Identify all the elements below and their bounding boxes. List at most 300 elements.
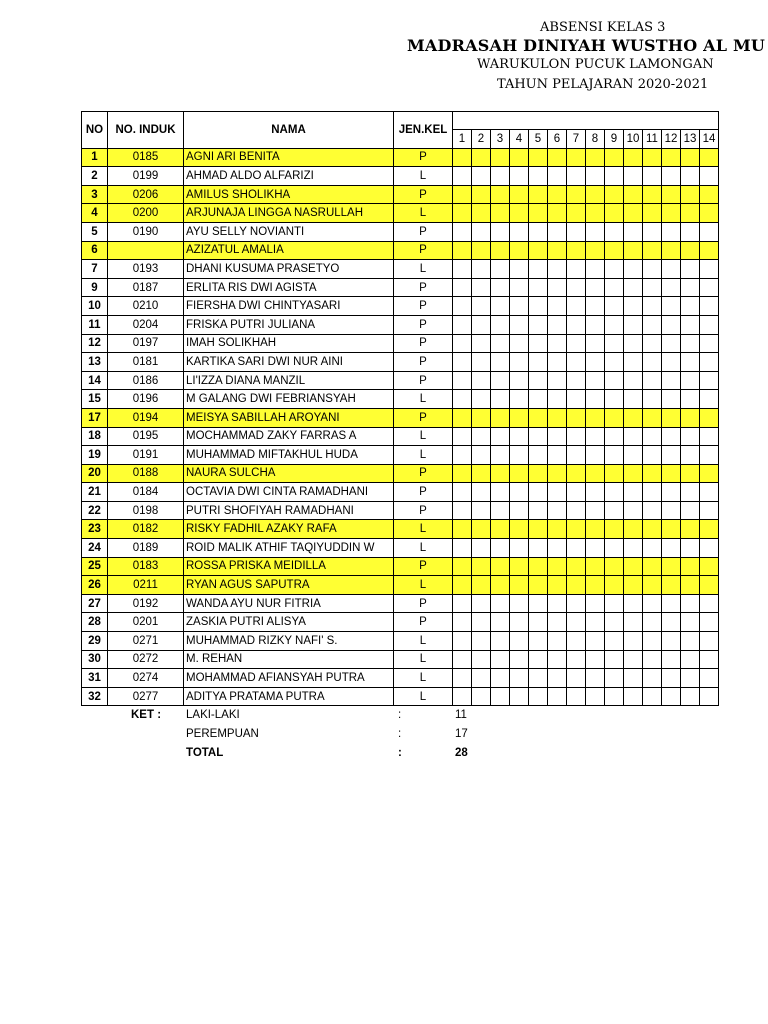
attendance-cell[interactable] bbox=[700, 464, 719, 483]
attendance-cell[interactable] bbox=[643, 446, 662, 465]
attendance-cell[interactable] bbox=[643, 167, 662, 186]
attendance-cell[interactable] bbox=[567, 520, 586, 539]
attendance-cell[interactable] bbox=[567, 297, 586, 316]
attendance-cell[interactable] bbox=[662, 687, 681, 706]
attendance-cell[interactable] bbox=[548, 576, 567, 595]
attendance-cell[interactable] bbox=[548, 650, 567, 669]
attendance-cell[interactable] bbox=[700, 278, 719, 297]
attendance-cell[interactable] bbox=[605, 148, 624, 167]
attendance-cell[interactable] bbox=[548, 594, 567, 613]
attendance-cell[interactable] bbox=[453, 241, 472, 260]
attendance-cell[interactable] bbox=[510, 408, 529, 427]
attendance-cell[interactable] bbox=[624, 222, 643, 241]
attendance-cell[interactable] bbox=[548, 669, 567, 688]
attendance-cell[interactable] bbox=[491, 278, 510, 297]
attendance-cell[interactable] bbox=[643, 353, 662, 372]
attendance-cell[interactable] bbox=[662, 632, 681, 651]
attendance-cell[interactable] bbox=[510, 148, 529, 167]
attendance-cell[interactable] bbox=[624, 278, 643, 297]
attendance-cell[interactable] bbox=[491, 148, 510, 167]
attendance-cell[interactable] bbox=[681, 669, 700, 688]
attendance-cell[interactable] bbox=[529, 539, 548, 558]
attendance-cell[interactable] bbox=[567, 594, 586, 613]
attendance-cell[interactable] bbox=[510, 576, 529, 595]
attendance-cell[interactable] bbox=[453, 390, 472, 409]
attendance-cell[interactable] bbox=[472, 557, 491, 576]
attendance-cell[interactable] bbox=[643, 390, 662, 409]
attendance-cell[interactable] bbox=[510, 278, 529, 297]
attendance-cell[interactable] bbox=[567, 632, 586, 651]
attendance-cell[interactable] bbox=[453, 539, 472, 558]
attendance-cell[interactable] bbox=[548, 204, 567, 223]
attendance-cell[interactable] bbox=[453, 483, 472, 502]
attendance-cell[interactable] bbox=[624, 501, 643, 520]
attendance-cell[interactable] bbox=[453, 408, 472, 427]
attendance-cell[interactable] bbox=[491, 390, 510, 409]
attendance-cell[interactable] bbox=[681, 167, 700, 186]
attendance-cell[interactable] bbox=[662, 390, 681, 409]
attendance-cell[interactable] bbox=[662, 669, 681, 688]
attendance-cell[interactable] bbox=[681, 501, 700, 520]
attendance-cell[interactable] bbox=[529, 222, 548, 241]
attendance-cell[interactable] bbox=[453, 297, 472, 316]
attendance-cell[interactable] bbox=[453, 371, 472, 390]
attendance-cell[interactable] bbox=[681, 427, 700, 446]
attendance-cell[interactable] bbox=[567, 557, 586, 576]
attendance-cell[interactable] bbox=[453, 353, 472, 372]
attendance-cell[interactable] bbox=[586, 185, 605, 204]
attendance-cell[interactable] bbox=[510, 687, 529, 706]
attendance-cell[interactable] bbox=[548, 167, 567, 186]
attendance-cell[interactable] bbox=[491, 501, 510, 520]
attendance-cell[interactable] bbox=[510, 483, 529, 502]
attendance-cell[interactable] bbox=[681, 241, 700, 260]
attendance-cell[interactable] bbox=[472, 687, 491, 706]
attendance-cell[interactable] bbox=[662, 576, 681, 595]
attendance-cell[interactable] bbox=[472, 204, 491, 223]
attendance-cell[interactable] bbox=[510, 669, 529, 688]
attendance-cell[interactable] bbox=[548, 539, 567, 558]
attendance-cell[interactable] bbox=[548, 278, 567, 297]
attendance-cell[interactable] bbox=[472, 613, 491, 632]
attendance-cell[interactable] bbox=[453, 315, 472, 334]
attendance-cell[interactable] bbox=[586, 222, 605, 241]
attendance-cell[interactable] bbox=[662, 520, 681, 539]
attendance-cell[interactable] bbox=[605, 557, 624, 576]
attendance-cell[interactable] bbox=[605, 260, 624, 279]
attendance-cell[interactable] bbox=[453, 222, 472, 241]
attendance-cell[interactable] bbox=[453, 278, 472, 297]
attendance-cell[interactable] bbox=[605, 278, 624, 297]
attendance-cell[interactable] bbox=[529, 650, 548, 669]
attendance-cell[interactable] bbox=[510, 167, 529, 186]
attendance-cell[interactable] bbox=[491, 669, 510, 688]
attendance-cell[interactable] bbox=[681, 650, 700, 669]
attendance-cell[interactable] bbox=[491, 260, 510, 279]
attendance-cell[interactable] bbox=[529, 427, 548, 446]
attendance-cell[interactable] bbox=[472, 260, 491, 279]
attendance-cell[interactable] bbox=[567, 241, 586, 260]
attendance-cell[interactable] bbox=[643, 687, 662, 706]
attendance-cell[interactable] bbox=[605, 334, 624, 353]
attendance-cell[interactable] bbox=[662, 613, 681, 632]
attendance-cell[interactable] bbox=[605, 427, 624, 446]
attendance-cell[interactable] bbox=[586, 148, 605, 167]
attendance-cell[interactable] bbox=[605, 222, 624, 241]
attendance-cell[interactable] bbox=[472, 594, 491, 613]
attendance-cell[interactable] bbox=[643, 241, 662, 260]
attendance-cell[interactable] bbox=[567, 371, 586, 390]
attendance-cell[interactable] bbox=[567, 408, 586, 427]
attendance-cell[interactable] bbox=[624, 315, 643, 334]
attendance-cell[interactable] bbox=[643, 613, 662, 632]
attendance-cell[interactable] bbox=[586, 687, 605, 706]
attendance-cell[interactable] bbox=[453, 576, 472, 595]
attendance-cell[interactable] bbox=[700, 557, 719, 576]
attendance-cell[interactable] bbox=[624, 260, 643, 279]
attendance-cell[interactable] bbox=[567, 576, 586, 595]
attendance-cell[interactable] bbox=[472, 371, 491, 390]
attendance-cell[interactable] bbox=[548, 483, 567, 502]
attendance-cell[interactable] bbox=[472, 297, 491, 316]
attendance-cell[interactable] bbox=[662, 408, 681, 427]
attendance-cell[interactable] bbox=[548, 520, 567, 539]
attendance-cell[interactable] bbox=[453, 557, 472, 576]
attendance-cell[interactable] bbox=[681, 464, 700, 483]
attendance-cell[interactable] bbox=[510, 501, 529, 520]
attendance-cell[interactable] bbox=[681, 204, 700, 223]
attendance-cell[interactable] bbox=[681, 315, 700, 334]
attendance-cell[interactable] bbox=[529, 353, 548, 372]
attendance-cell[interactable] bbox=[662, 260, 681, 279]
attendance-cell[interactable] bbox=[491, 650, 510, 669]
attendance-cell[interactable] bbox=[529, 334, 548, 353]
attendance-cell[interactable] bbox=[605, 353, 624, 372]
attendance-cell[interactable] bbox=[453, 687, 472, 706]
attendance-cell[interactable] bbox=[472, 520, 491, 539]
attendance-cell[interactable] bbox=[586, 371, 605, 390]
attendance-cell[interactable] bbox=[548, 185, 567, 204]
attendance-cell[interactable] bbox=[681, 353, 700, 372]
attendance-cell[interactable] bbox=[624, 353, 643, 372]
attendance-cell[interactable] bbox=[624, 408, 643, 427]
attendance-cell[interactable] bbox=[472, 167, 491, 186]
attendance-cell[interactable] bbox=[624, 464, 643, 483]
attendance-cell[interactable] bbox=[567, 278, 586, 297]
attendance-cell[interactable] bbox=[700, 334, 719, 353]
attendance-cell[interactable] bbox=[510, 353, 529, 372]
attendance-cell[interactable] bbox=[643, 315, 662, 334]
attendance-cell[interactable] bbox=[472, 539, 491, 558]
attendance-cell[interactable] bbox=[491, 464, 510, 483]
attendance-cell[interactable] bbox=[548, 446, 567, 465]
attendance-cell[interactable] bbox=[548, 315, 567, 334]
attendance-cell[interactable] bbox=[624, 669, 643, 688]
attendance-cell[interactable] bbox=[567, 613, 586, 632]
attendance-cell[interactable] bbox=[453, 520, 472, 539]
attendance-cell[interactable] bbox=[491, 613, 510, 632]
attendance-cell[interactable] bbox=[643, 557, 662, 576]
attendance-cell[interactable] bbox=[567, 427, 586, 446]
attendance-cell[interactable] bbox=[662, 501, 681, 520]
attendance-cell[interactable] bbox=[643, 204, 662, 223]
attendance-cell[interactable] bbox=[700, 446, 719, 465]
attendance-cell[interactable] bbox=[700, 632, 719, 651]
attendance-cell[interactable] bbox=[472, 315, 491, 334]
attendance-cell[interactable] bbox=[605, 446, 624, 465]
attendance-cell[interactable] bbox=[529, 241, 548, 260]
attendance-cell[interactable] bbox=[491, 408, 510, 427]
attendance-cell[interactable] bbox=[548, 241, 567, 260]
attendance-cell[interactable] bbox=[529, 315, 548, 334]
attendance-cell[interactable] bbox=[472, 185, 491, 204]
attendance-cell[interactable] bbox=[529, 167, 548, 186]
attendance-cell[interactable] bbox=[662, 371, 681, 390]
attendance-cell[interactable] bbox=[510, 613, 529, 632]
attendance-cell[interactable] bbox=[472, 632, 491, 651]
attendance-cell[interactable] bbox=[472, 408, 491, 427]
attendance-cell[interactable] bbox=[605, 687, 624, 706]
attendance-cell[interactable] bbox=[586, 408, 605, 427]
attendance-cell[interactable] bbox=[529, 576, 548, 595]
attendance-cell[interactable] bbox=[700, 241, 719, 260]
attendance-cell[interactable] bbox=[453, 613, 472, 632]
attendance-cell[interactable] bbox=[472, 446, 491, 465]
attendance-cell[interactable] bbox=[681, 148, 700, 167]
attendance-cell[interactable] bbox=[472, 241, 491, 260]
attendance-cell[interactable] bbox=[529, 148, 548, 167]
attendance-cell[interactable] bbox=[700, 669, 719, 688]
attendance-cell[interactable] bbox=[491, 297, 510, 316]
attendance-cell[interactable] bbox=[529, 483, 548, 502]
attendance-cell[interactable] bbox=[586, 278, 605, 297]
attendance-cell[interactable] bbox=[529, 632, 548, 651]
attendance-cell[interactable] bbox=[624, 576, 643, 595]
attendance-cell[interactable] bbox=[529, 687, 548, 706]
attendance-cell[interactable] bbox=[453, 446, 472, 465]
attendance-cell[interactable] bbox=[624, 557, 643, 576]
attendance-cell[interactable] bbox=[662, 148, 681, 167]
attendance-cell[interactable] bbox=[700, 613, 719, 632]
attendance-cell[interactable] bbox=[624, 167, 643, 186]
attendance-cell[interactable] bbox=[700, 408, 719, 427]
attendance-cell[interactable] bbox=[605, 594, 624, 613]
attendance-cell[interactable] bbox=[548, 148, 567, 167]
attendance-cell[interactable] bbox=[472, 576, 491, 595]
attendance-cell[interactable] bbox=[586, 446, 605, 465]
attendance-cell[interactable] bbox=[472, 501, 491, 520]
attendance-cell[interactable] bbox=[529, 613, 548, 632]
attendance-cell[interactable] bbox=[491, 687, 510, 706]
attendance-cell[interactable] bbox=[491, 315, 510, 334]
attendance-cell[interactable] bbox=[605, 371, 624, 390]
attendance-cell[interactable] bbox=[605, 204, 624, 223]
attendance-cell[interactable] bbox=[586, 632, 605, 651]
attendance-cell[interactable] bbox=[605, 390, 624, 409]
attendance-cell[interactable] bbox=[491, 446, 510, 465]
attendance-cell[interactable] bbox=[662, 278, 681, 297]
attendance-cell[interactable] bbox=[586, 501, 605, 520]
attendance-cell[interactable] bbox=[491, 204, 510, 223]
attendance-cell[interactable] bbox=[643, 483, 662, 502]
attendance-cell[interactable] bbox=[605, 669, 624, 688]
attendance-cell[interactable] bbox=[491, 371, 510, 390]
attendance-cell[interactable] bbox=[491, 334, 510, 353]
attendance-cell[interactable] bbox=[643, 650, 662, 669]
attendance-cell[interactable] bbox=[453, 501, 472, 520]
attendance-cell[interactable] bbox=[605, 632, 624, 651]
attendance-cell[interactable] bbox=[491, 427, 510, 446]
attendance-cell[interactable] bbox=[453, 650, 472, 669]
attendance-cell[interactable] bbox=[681, 278, 700, 297]
attendance-cell[interactable] bbox=[586, 576, 605, 595]
attendance-cell[interactable] bbox=[510, 464, 529, 483]
attendance-cell[interactable] bbox=[548, 371, 567, 390]
attendance-cell[interactable] bbox=[662, 446, 681, 465]
attendance-cell[interactable] bbox=[700, 650, 719, 669]
attendance-cell[interactable] bbox=[605, 464, 624, 483]
attendance-cell[interactable] bbox=[510, 315, 529, 334]
attendance-cell[interactable] bbox=[548, 390, 567, 409]
attendance-cell[interactable] bbox=[529, 204, 548, 223]
attendance-cell[interactable] bbox=[624, 650, 643, 669]
attendance-cell[interactable] bbox=[529, 390, 548, 409]
attendance-cell[interactable] bbox=[662, 650, 681, 669]
attendance-cell[interactable] bbox=[491, 520, 510, 539]
attendance-cell[interactable] bbox=[453, 204, 472, 223]
attendance-cell[interactable] bbox=[567, 260, 586, 279]
attendance-cell[interactable] bbox=[510, 204, 529, 223]
attendance-cell[interactable] bbox=[529, 185, 548, 204]
attendance-cell[interactable] bbox=[624, 594, 643, 613]
attendance-cell[interactable] bbox=[548, 297, 567, 316]
attendance-cell[interactable] bbox=[567, 483, 586, 502]
attendance-cell[interactable] bbox=[586, 669, 605, 688]
attendance-cell[interactable] bbox=[548, 408, 567, 427]
attendance-cell[interactable] bbox=[681, 371, 700, 390]
attendance-cell[interactable] bbox=[662, 222, 681, 241]
attendance-cell[interactable] bbox=[624, 371, 643, 390]
attendance-cell[interactable] bbox=[586, 650, 605, 669]
attendance-cell[interactable] bbox=[453, 185, 472, 204]
attendance-cell[interactable] bbox=[700, 576, 719, 595]
attendance-cell[interactable] bbox=[605, 241, 624, 260]
attendance-cell[interactable] bbox=[624, 539, 643, 558]
attendance-cell[interactable] bbox=[510, 520, 529, 539]
attendance-cell[interactable] bbox=[510, 371, 529, 390]
attendance-cell[interactable] bbox=[643, 278, 662, 297]
attendance-cell[interactable] bbox=[491, 483, 510, 502]
attendance-cell[interactable] bbox=[586, 427, 605, 446]
attendance-cell[interactable] bbox=[700, 167, 719, 186]
attendance-cell[interactable] bbox=[700, 594, 719, 613]
attendance-cell[interactable] bbox=[453, 334, 472, 353]
attendance-cell[interactable] bbox=[700, 539, 719, 558]
attendance-cell[interactable] bbox=[662, 185, 681, 204]
attendance-cell[interactable] bbox=[700, 222, 719, 241]
attendance-cell[interactable] bbox=[491, 594, 510, 613]
attendance-cell[interactable] bbox=[662, 315, 681, 334]
attendance-cell[interactable] bbox=[700, 353, 719, 372]
attendance-cell[interactable] bbox=[510, 427, 529, 446]
attendance-cell[interactable] bbox=[453, 669, 472, 688]
attendance-cell[interactable] bbox=[662, 539, 681, 558]
attendance-cell[interactable] bbox=[453, 260, 472, 279]
attendance-cell[interactable] bbox=[662, 241, 681, 260]
attendance-cell[interactable] bbox=[700, 483, 719, 502]
attendance-cell[interactable] bbox=[472, 464, 491, 483]
attendance-cell[interactable] bbox=[605, 539, 624, 558]
attendance-cell[interactable] bbox=[491, 241, 510, 260]
attendance-cell[interactable] bbox=[605, 185, 624, 204]
attendance-cell[interactable] bbox=[548, 222, 567, 241]
attendance-cell[interactable] bbox=[586, 390, 605, 409]
attendance-cell[interactable] bbox=[700, 297, 719, 316]
attendance-cell[interactable] bbox=[586, 520, 605, 539]
attendance-cell[interactable] bbox=[548, 464, 567, 483]
attendance-cell[interactable] bbox=[567, 539, 586, 558]
attendance-cell[interactable] bbox=[605, 315, 624, 334]
attendance-cell[interactable] bbox=[529, 501, 548, 520]
attendance-cell[interactable] bbox=[662, 557, 681, 576]
attendance-cell[interactable] bbox=[548, 632, 567, 651]
attendance-cell[interactable] bbox=[662, 297, 681, 316]
attendance-cell[interactable] bbox=[681, 613, 700, 632]
attendance-cell[interactable] bbox=[700, 260, 719, 279]
attendance-cell[interactable] bbox=[491, 167, 510, 186]
attendance-cell[interactable] bbox=[548, 557, 567, 576]
attendance-cell[interactable] bbox=[586, 539, 605, 558]
attendance-cell[interactable] bbox=[700, 204, 719, 223]
attendance-cell[interactable] bbox=[510, 594, 529, 613]
attendance-cell[interactable] bbox=[586, 613, 605, 632]
attendance-cell[interactable] bbox=[548, 334, 567, 353]
attendance-cell[interactable] bbox=[624, 613, 643, 632]
attendance-cell[interactable] bbox=[491, 539, 510, 558]
attendance-cell[interactable] bbox=[605, 483, 624, 502]
attendance-cell[interactable] bbox=[624, 334, 643, 353]
attendance-cell[interactable] bbox=[472, 353, 491, 372]
attendance-cell[interactable] bbox=[624, 687, 643, 706]
attendance-cell[interactable] bbox=[681, 557, 700, 576]
attendance-cell[interactable] bbox=[472, 278, 491, 297]
attendance-cell[interactable] bbox=[681, 539, 700, 558]
attendance-cell[interactable] bbox=[586, 334, 605, 353]
attendance-cell[interactable] bbox=[491, 557, 510, 576]
attendance-cell[interactable] bbox=[491, 632, 510, 651]
attendance-cell[interactable] bbox=[510, 557, 529, 576]
attendance-cell[interactable] bbox=[643, 408, 662, 427]
attendance-cell[interactable] bbox=[681, 334, 700, 353]
attendance-cell[interactable] bbox=[529, 408, 548, 427]
attendance-cell[interactable] bbox=[624, 148, 643, 167]
attendance-cell[interactable] bbox=[567, 669, 586, 688]
attendance-cell[interactable] bbox=[567, 222, 586, 241]
attendance-cell[interactable] bbox=[624, 520, 643, 539]
attendance-cell[interactable] bbox=[510, 650, 529, 669]
attendance-cell[interactable] bbox=[624, 483, 643, 502]
attendance-cell[interactable] bbox=[662, 353, 681, 372]
attendance-cell[interactable] bbox=[643, 297, 662, 316]
attendance-cell[interactable] bbox=[510, 539, 529, 558]
attendance-cell[interactable] bbox=[529, 669, 548, 688]
attendance-cell[interactable] bbox=[510, 185, 529, 204]
attendance-cell[interactable] bbox=[624, 241, 643, 260]
attendance-cell[interactable] bbox=[643, 501, 662, 520]
attendance-cell[interactable] bbox=[529, 446, 548, 465]
attendance-cell[interactable] bbox=[586, 167, 605, 186]
attendance-cell[interactable] bbox=[681, 594, 700, 613]
